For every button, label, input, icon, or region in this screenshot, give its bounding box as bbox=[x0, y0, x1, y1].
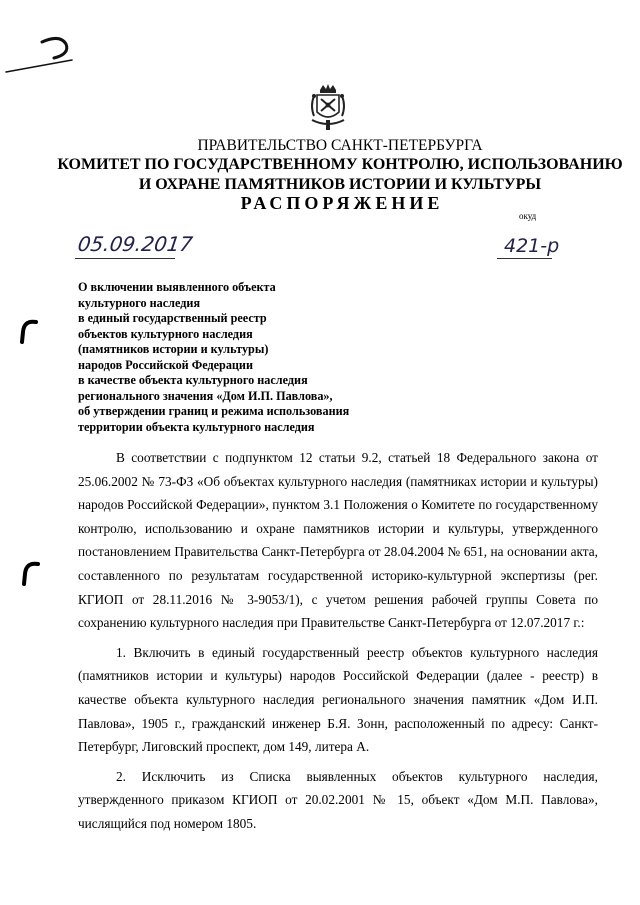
handwritten-order-number: 421-р bbox=[504, 235, 560, 257]
date-underline bbox=[75, 258, 175, 259]
subject-line: О включении выявленного объекта bbox=[78, 280, 276, 294]
subject-line: объектов культурного наследия bbox=[78, 326, 253, 341]
document-body bbox=[78, 446, 598, 836]
binder-hole-mark bbox=[20, 560, 42, 588]
subject-line: об утверждении границ и режима использования bbox=[78, 404, 350, 418]
subject-line: в качестве объекта культурного наследия bbox=[78, 373, 308, 387]
subject-line: культурного наследия bbox=[78, 295, 201, 310]
item-2-paragraph: 2. Исключить из Списка выявленных объектов культурного наследия, утвержденного приказом КГИОП от 20.02.2001 № 15, объект «Дом М.П. Павлова», числящийся под номером 1805. bbox=[78, 768, 598, 831]
government-title: ПРАВИТЕЛЬСТВО САНКТ-ПЕТЕРБУРГА bbox=[197, 137, 483, 154]
st-petersburg-coat-of-arms-icon bbox=[308, 82, 348, 132]
document-type-title: РАСПОРЯЖЕНИЕ bbox=[240, 193, 444, 213]
committee-title-line1: КОМИТЕТ ПО ГОСУДАРСТВЕННОМУ КОНТРОЛЮ, ИСПОЛЬЗОВАНИЮ bbox=[57, 156, 623, 173]
okud-label: окуд bbox=[519, 211, 537, 221]
subject-line: в единый государственный реестр bbox=[78, 311, 267, 325]
handwritten-date: 05.09.2017 bbox=[76, 232, 195, 256]
corner-pen-mark bbox=[2, 30, 82, 75]
item-1-paragraph: 1. Включить в единый государственный реестр объектов культурного наследия (памятников истории и культуры) народов Российской Федерации (далее - реестр) в качестве объекта культурного наследия регионального значения памятник «Дом И.П. Павлова», 1905 г., гражданский инженер Б.Я. Зонн, расположенный по адресу: Санкт-Петербург, Лиговский проспект, дом 149, литера А. bbox=[78, 644, 598, 755]
subject-line: народов Российской Федерации bbox=[78, 357, 253, 372]
committee-title-line2: И ОХРАНЕ ПАМЯТНИКОВ ИСТОРИИ И КУЛЬТУРЫ bbox=[138, 176, 542, 193]
subject-block bbox=[78, 280, 388, 435]
subject-line: регионального значения «Дом И.П. Павлова», bbox=[78, 388, 333, 403]
preamble-paragraph: В соответствии с подпунктом 12 статьи 9.2, статьей 18 Федерального закона от 25.06.2002 № 73-ФЗ «Об объектах культурного наследия (памятниках истории и культуры) народов Российской Федерации», пунктом 3.1 Положения о Комитете по государственному контролю, использованию и охране памятников истории и культуры, утвержденного постановлением Правительства Санкт-Петербурга от 28.04.2004 № 651, на основании акта, составленного по результатам государственной историко-культурной экспертизы (рег. КГИОП от 28.11.2016 № 3-9053/1), с учетом решения рабочей группы Совета по сохранению культурного наследия при Правительстве Санкт-Петербурга от 12.07.2017 г.: bbox=[78, 450, 598, 631]
subject-line: территории объекта культурного наследия bbox=[78, 419, 315, 434]
binder-hole-mark bbox=[18, 318, 40, 346]
subject-line: (памятников истории и культуры) bbox=[78, 342, 269, 356]
number-underline bbox=[497, 258, 552, 259]
